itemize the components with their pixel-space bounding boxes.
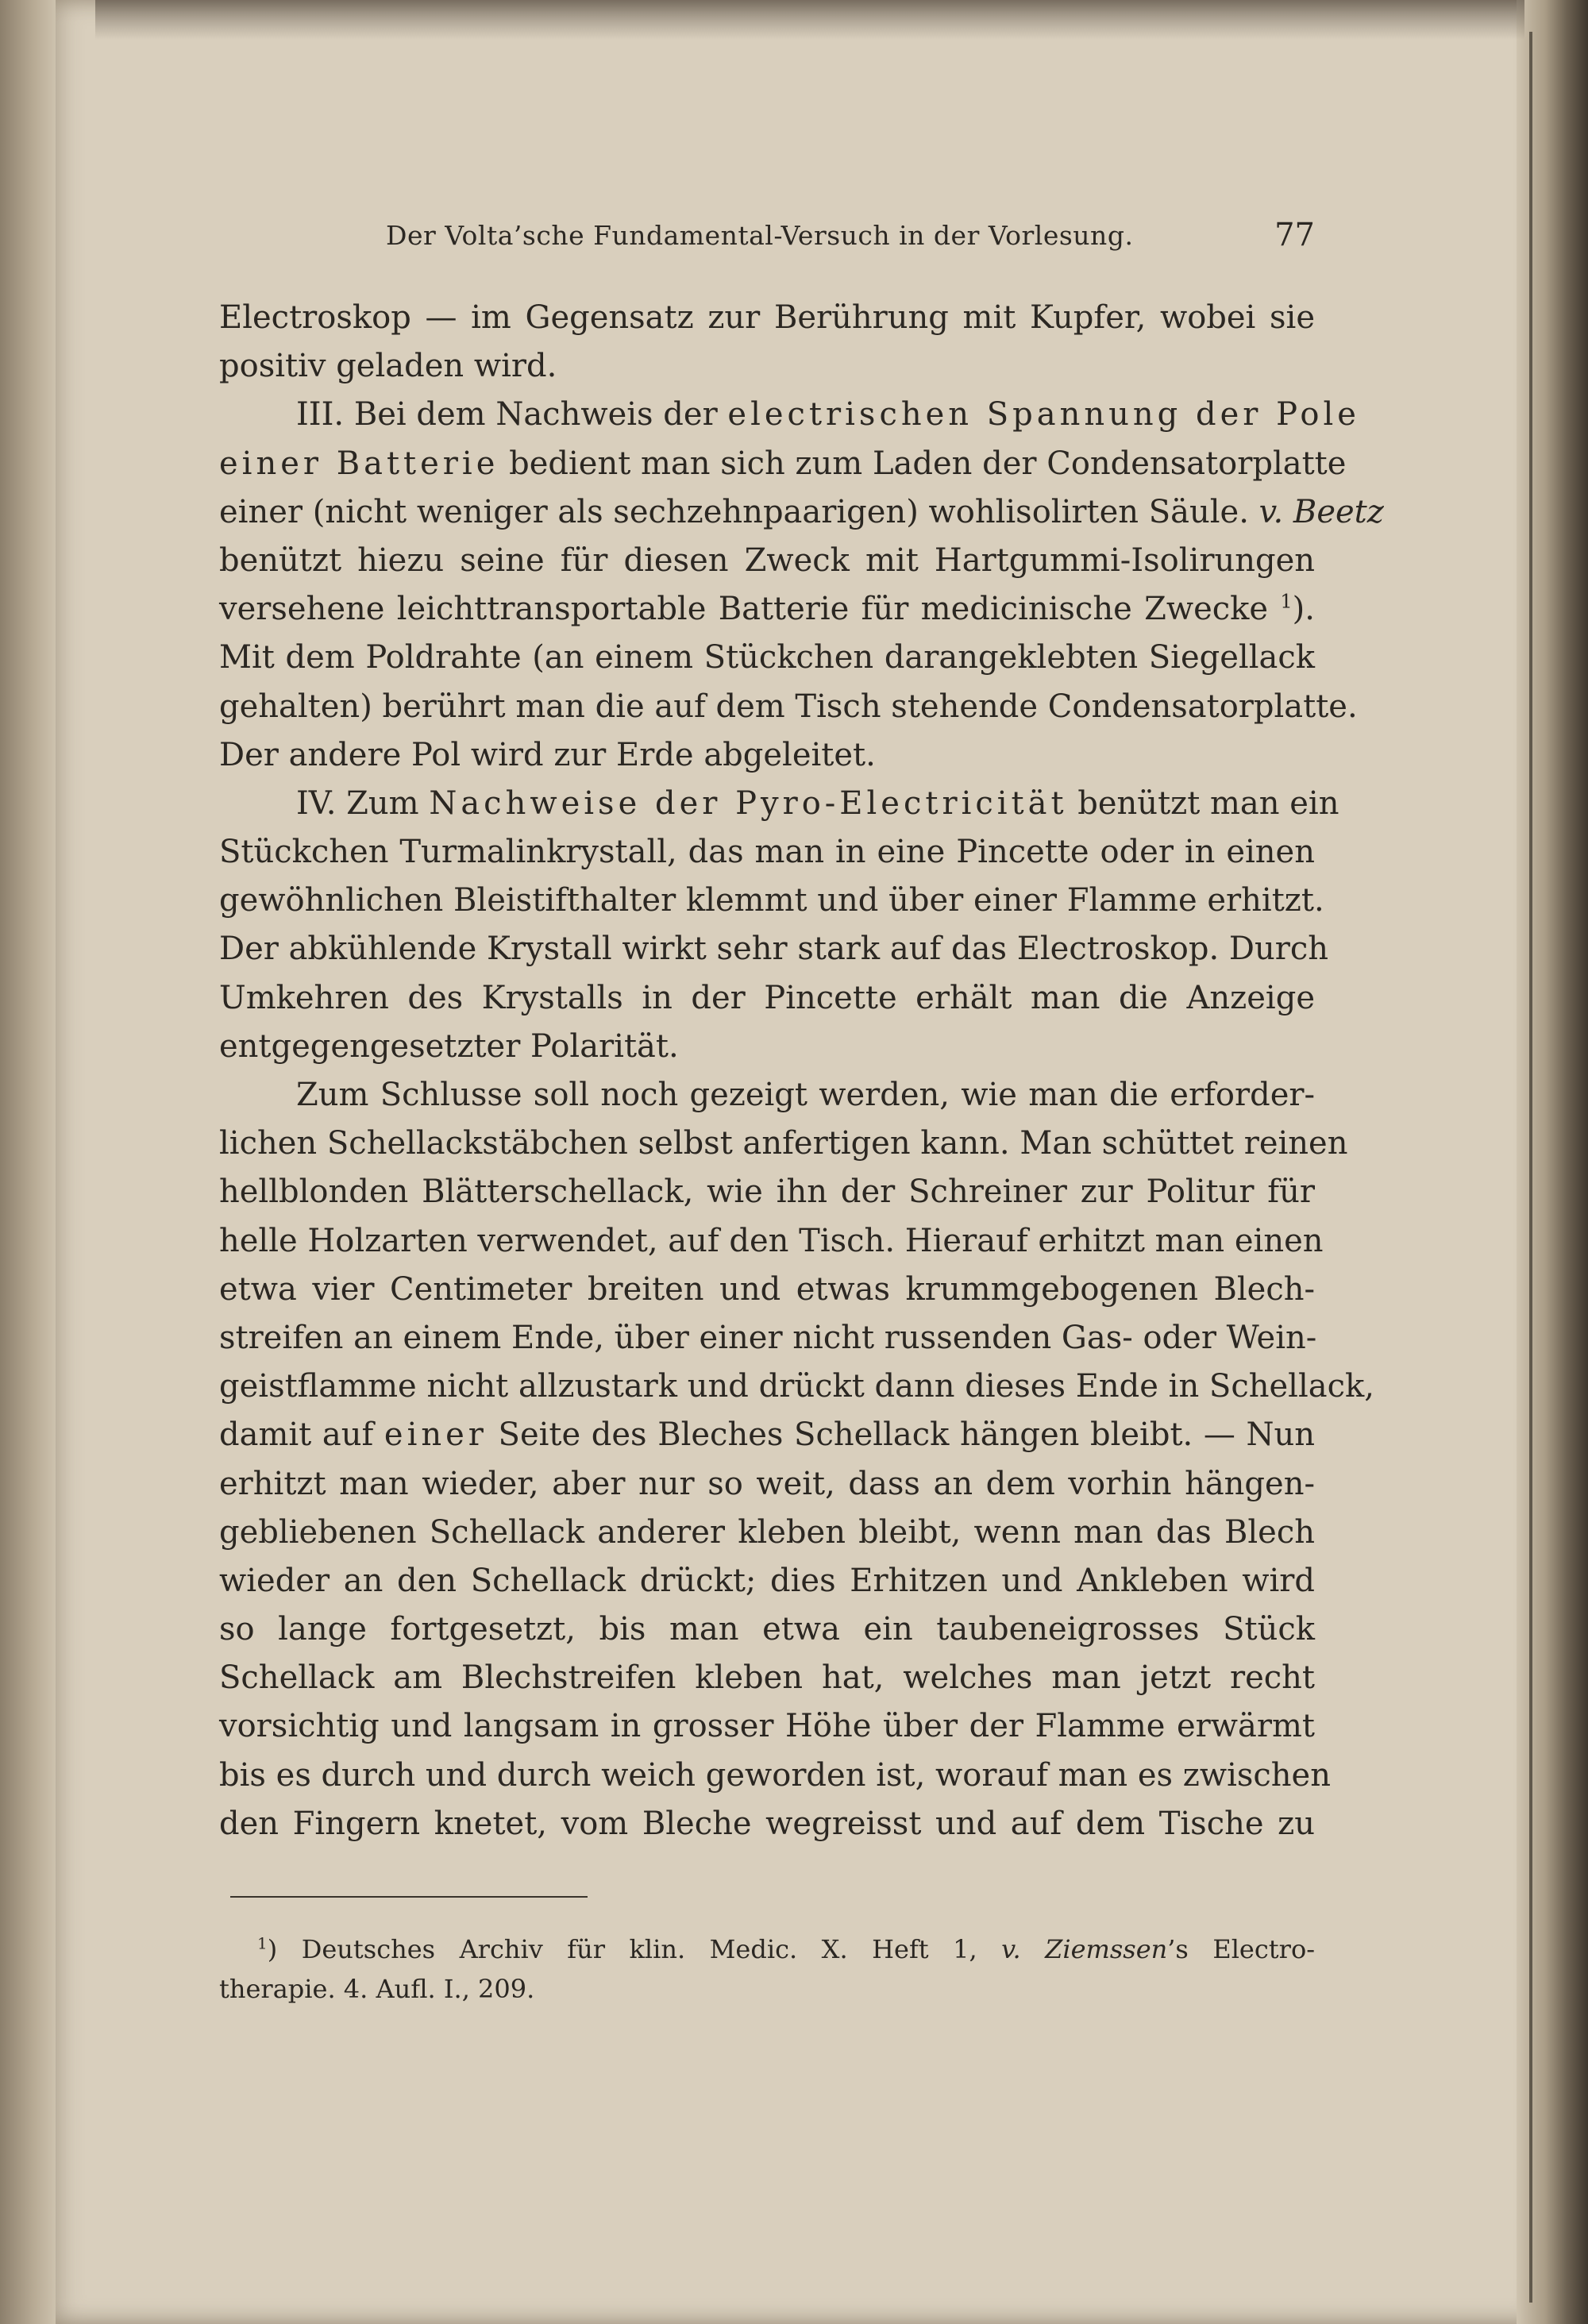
footnote-marker: 1 <box>257 1933 268 1953</box>
text-line: Stückchen Turmalinkrystall, das man in eine Pincette oder in einen <box>219 834 1315 871</box>
page-header <box>386 217 1315 264</box>
footnote-marker: 1 <box>1280 590 1293 613</box>
spaced-emphasis: Nachweise der Pyro-Electricität <box>429 784 1068 822</box>
text-line: gewöhnlichen Bleistifthalter klemmt und über einer Flamme erhitzt. <box>219 882 1324 919</box>
author-name: v. Beetz <box>1258 493 1384 530</box>
top-shadow <box>95 0 1524 40</box>
text-line: gebliebenen Schellack anderer kleben bleibt, wenn man das Blech <box>219 1513 1315 1551</box>
text-line: hellblonden Blätterschellack, wie ihn der Schreiner zur Politur für <box>219 1174 1315 1211</box>
book-gutter <box>0 0 56 2324</box>
text-line: positiv geladen wird. <box>219 348 557 385</box>
page-number: 77 <box>1274 217 1315 253</box>
footnote-rule <box>230 1896 588 1898</box>
page-edge <box>1517 0 1588 2324</box>
footnote-line: $^1$) Deutsches Archiv für klin. Medic. X. Heft 1, v. Ziemssen’s Electro- <box>257 1933 1316 1964</box>
text-line: III. Bei dem Nachweis der electrischen Spannung der Pole <box>296 396 1360 434</box>
text-line: helle Holzarten verwendet, auf den Tisch. Hierauf erhitzt man einen <box>219 1222 1324 1259</box>
text-line: erhitzt man wieder, aber nur so weit, dass an dem vorhin hängen- <box>219 1465 1315 1502</box>
text-line: benützt hiezu seine für diesen Zweck mit Hartgummi-Isolirungen <box>219 541 1315 579</box>
footnote-line: therapie. 4. Aufl. I., 209. <box>219 1974 535 2004</box>
spaced-emphasis: einer <box>384 1416 488 1454</box>
spaced-emphasis: einer Batterie <box>219 445 499 482</box>
text-line: entgegengesetzter Polarität. <box>219 1027 679 1065</box>
body-text <box>219 294 1384 1848</box>
spaced-emphasis: electrischen Spannung der Pole <box>727 396 1360 434</box>
footnote <box>219 1929 1315 2009</box>
text-line: Umkehren des Krystalls in der Pincette erhält man die Anzeige <box>219 979 1315 1016</box>
text-line: Der abkühlende Krystall wirkt sehr stark auf das Electroskop. Durch <box>219 931 1329 968</box>
running-title: Der Volta’sche Fundamental-Versuch in der Vorlesung. <box>386 220 1134 251</box>
text-line: einer (nicht weniger als sechzehnpaarigen) wohlisolirten Säule. v. Beetz <box>219 493 1384 530</box>
text-line: streifen an einem Ende, über einer nicht russenden Gas- oder Wein- <box>219 1319 1317 1356</box>
text-line: lichen Schellackstäbchen selbst anfertigen kann. Man schüttet reinen <box>219 1125 1348 1162</box>
text-line: einer Batterie bedient man sich zum Laden der Condensatorplatte <box>219 445 1347 482</box>
text-line: vorsichtig und langsam in grosser Höhe über der Flamme erwärmt <box>219 1708 1315 1745</box>
author-name: v. Ziemssen <box>1001 1934 1168 1964</box>
text-line: wieder an den Schellack drückt; dies Erhitzen und Ankleben wird <box>219 1562 1315 1599</box>
text-line: versehene leichttransportable Batterie für medicinische Zwecke $^1$). <box>219 590 1315 628</box>
text-line: etwa vier Centimeter breiten und etwas krummgebogenen Blech- <box>219 1270 1315 1308</box>
text-line: IV. Zum Nachweise der Pyro-Electricität benützt man ein <box>296 784 1339 822</box>
text-line: den Fingern knetet, vom Bleche wegreisst und auf dem Tische zu <box>219 1805 1315 1842</box>
text-line: damit auf einer Seite des Bleches Schellack hängen bleibt. — Nun <box>219 1416 1316 1454</box>
text-line: Zum Schlusse soll noch gezeigt werden, wie man die erforder- <box>296 1077 1315 1113</box>
text-line: bis es durch und durch weich geworden ist, worauf man es zwischen <box>219 1756 1331 1794</box>
text-line: Mit dem Poldrahte (an einem Stückchen darangeklebten Siegellack <box>219 639 1315 676</box>
page-edge-line <box>1529 32 1532 2303</box>
text-line: Der andere Pol wird zur Erde abgeleitet. <box>219 736 876 773</box>
text-line: so lange fortgesetzt, bis man etwa ein taubeneigrosses Stück <box>219 1611 1315 1648</box>
text-line: geistflamme nicht allzustark und drückt dann dieses Ende in Schellack, <box>219 1368 1374 1405</box>
text-line: gehalten) berührt man die auf dem Tisch stehende Condensatorplatte. <box>219 688 1358 725</box>
text-line: Electroskop — im Gegensatz zur Berührung mit Kupfer, wobei sie <box>219 299 1315 336</box>
text-line: Schellack am Blechstreifen kleben hat, welches man jetzt recht <box>219 1659 1315 1697</box>
